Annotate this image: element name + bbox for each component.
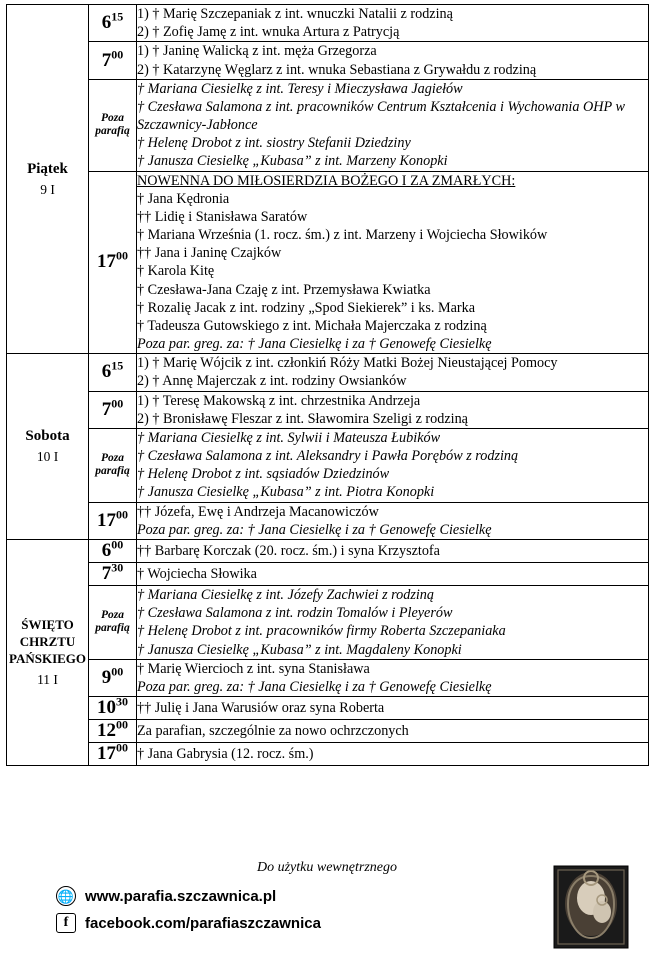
intention-line: † Karola Kitę (137, 263, 215, 280)
table-row (7, 79, 649, 171)
intention-line: †† Jana i Janinę Czajków (137, 245, 282, 262)
table-row (7, 42, 649, 79)
mass-time: $17^{00}$ (89, 743, 137, 766)
intention-line: †† Lidię i Stanisława Saratów (137, 208, 308, 225)
page-footer (0, 854, 654, 954)
novena-heading: NOWENNA DO MIŁOSIERDZIA BOŻEGO I ZA ZMARŁYCH: (137, 172, 516, 189)
table-row (7, 743, 649, 766)
table-row (7, 502, 649, 539)
mass-time: $17^{00}$ (89, 171, 137, 354)
facebook-icon: f (56, 913, 76, 933)
intention-line: †† Julię i Jana Warusiów oraz syna Roberta (137, 699, 385, 716)
intention-line: 1) † Teresę Makowską z int. chrzestnika Andrzeja (137, 392, 421, 409)
intention-line: Za parafian, szczególnie za nowo ochrzczonych (137, 722, 409, 739)
intention-line: † Mariana Ciesielkę z int. Józefy Zachwiei z rodziną (137, 586, 434, 603)
intention-line: † Rozalię Jacak z int. rodziny „Spod Siekierek” i ks. Marka (137, 299, 476, 316)
intention-line: † Helenę Drobot z int. siostry Stefanii Dziedziny (137, 135, 411, 152)
table-row (7, 720, 649, 743)
day-name: ŚWIĘTO CHRZTU PAŃSKIEGO (8, 616, 87, 666)
intention-line: 2) † Bronisławę Fleszar z int. Sławomira Szeligi z rodziną (137, 410, 468, 427)
day-date: 11 I (37, 671, 58, 687)
day-cell (7, 5, 89, 354)
table-row (7, 539, 649, 562)
table-row (7, 659, 649, 696)
intention-line: † Jana Gabrysia (12. rocz. śm.) (137, 745, 314, 762)
table-row (7, 428, 649, 502)
mass-time: $6^{15}$ (89, 5, 137, 42)
intentions-cell (137, 720, 649, 743)
matka-boza-nieustajacej-pomocy-icon (552, 864, 630, 950)
facebook-url[interactable]: facebook.com/parafiaszczawnica (85, 914, 321, 932)
day-cell (7, 539, 89, 765)
intention-line: † Marię Wiercioch z int. syna Stanisława (137, 660, 370, 677)
intentions-cell (137, 171, 649, 354)
intentions-cell (137, 539, 649, 562)
intention-line: †† Józefa, Ewę i Andrzeja Macanowiczów (137, 503, 379, 520)
intentions-cell (137, 428, 649, 502)
intention-line: Poza par. greg. za: † Jana Ciesielkę i za † Genowefę Ciesielkę (137, 336, 492, 353)
intention-line: † Mariana Września (1. rocz. śm.) z int. Marzeny i Wojciecha Słowików (137, 227, 548, 244)
intention-line: † Wojciecha Słowika (137, 565, 257, 582)
day-cell (7, 354, 89, 540)
globe-icon: 🌐 (56, 886, 76, 906)
outside-parish-label: Poza parafią (89, 79, 137, 171)
day-name: Sobota (25, 428, 70, 445)
intention-line: 2) † Katarzynę Węglarz z int. wnuka Sebastiana z Grywałdu z rodziną (137, 61, 537, 78)
table-row (7, 5, 649, 42)
intention-line: † Mariana Ciesielkę z int. Teresy i Mieczysława Jagiełów (137, 80, 463, 97)
intentions-cell (137, 354, 649, 391)
intention-line: † Janusza Ciesielkę „Kubasa” z int. Piotra Konopki (137, 484, 435, 501)
website-url[interactable]: www.parafia.szczawnica.pl (85, 887, 277, 905)
intentions-cell (137, 585, 649, 659)
outside-parish-label: Poza parafią (89, 428, 137, 502)
mass-time: $12^{00}$ (89, 720, 137, 743)
intentions-cell (137, 743, 649, 766)
mass-time: $10^{30}$ (89, 697, 137, 720)
intention-line: †† Barbarę Korczak (20. rocz. śm.) i syna Krzysztofa (137, 542, 440, 559)
mass-intentions-sheet (0, 4, 654, 954)
intention-line: 2) † Annę Majerczak z int. rodziny Owsianków (137, 373, 407, 390)
mass-time: $6^{00}$ (89, 539, 137, 562)
table-row (7, 171, 649, 354)
intentions-cell (137, 697, 649, 720)
intentions-cell (137, 502, 649, 539)
intentions-cell (137, 42, 649, 79)
intention-line: 2) † Zofię Jamę z int. wnuka Artura z Patrycją (137, 24, 400, 41)
table-row (7, 697, 649, 720)
day-date: 9 I (40, 181, 55, 197)
intention-line: † Czesława Salamona z int. rodzin Tomalów i Pleyerów (137, 605, 453, 622)
day-name: Piątek (27, 160, 68, 177)
table-row (7, 562, 649, 585)
intention-line: Poza par. greg. za: † Jana Ciesielkę i za † Genowefę Ciesielkę (137, 678, 492, 695)
table-row (7, 354, 649, 391)
intentions-cell (137, 391, 649, 428)
intention-line: † Janusza Ciesielkę „Kubasa” z int. Marzeny Konopki (137, 153, 448, 170)
mass-time: $7^{30}$ (89, 562, 137, 585)
intentions-cell (137, 562, 649, 585)
intention-line: † Jana Kędronia (137, 190, 230, 207)
mass-time: $7^{00}$ (89, 42, 137, 79)
intentions-cell (137, 79, 649, 171)
intention-line: Poza par. greg. za: † Jana Ciesielkę i za † Genowefę Ciesielkę (137, 521, 492, 538)
table-row (7, 585, 649, 659)
intentions-cell (137, 659, 649, 696)
intention-line: 1) † Janinę Walicką z int. męża Grzegorza (137, 43, 377, 60)
mass-time: $7^{00}$ (89, 391, 137, 428)
intention-line: † Czesława-Jana Czaję z int. Przemysława Kwiatka (137, 281, 431, 298)
intentions-cell (137, 5, 649, 42)
intention-line: † Helenę Drobot z int. sąsiadów Dziedzinów (137, 466, 390, 483)
mass-time: $9^{00}$ (89, 659, 137, 696)
intention-line: † Tadeusza Gutowskiego z int. Michała Majerczaka z rodziną (137, 317, 487, 334)
day-date: 10 I (36, 449, 59, 465)
intention-line: † Czesława Salamona z int. pracowników Centrum Kształcenia i Wychowania OHP w Szczawnicy-Jabłonce (137, 98, 625, 134)
mass-time: $17^{00}$ (89, 502, 137, 539)
intention-line: † Czesława Salamona z int. Aleksandry i Pawła Porębów z rodziną (137, 448, 519, 465)
intention-line: 1) † Marię Szczepaniak z int. wnuczki Natalii z rodziną (137, 6, 453, 22)
intention-line: † Mariana Ciesielkę z int. Sylwii i Mateusza Łubików (137, 429, 441, 446)
intention-line: † Janusza Ciesielkę „Kubasa” z int. Magdaleny Konopki (137, 641, 462, 658)
table-row (7, 391, 649, 428)
internal-use-note: Do użytku wewnętrznego (257, 860, 397, 875)
outside-parish-label: Poza parafią (89, 585, 137, 659)
mass-time: $6^{15}$ (89, 354, 137, 391)
intention-line: 1) † Marię Wójcik z int. członkiń Róży Matki Bożej Nieustającej Pomocy (137, 355, 558, 372)
intention-line: † Helenę Drobot z int. pracowników firmy Roberta Szczepaniaka (137, 623, 506, 640)
mass-schedule-table (6, 4, 649, 766)
